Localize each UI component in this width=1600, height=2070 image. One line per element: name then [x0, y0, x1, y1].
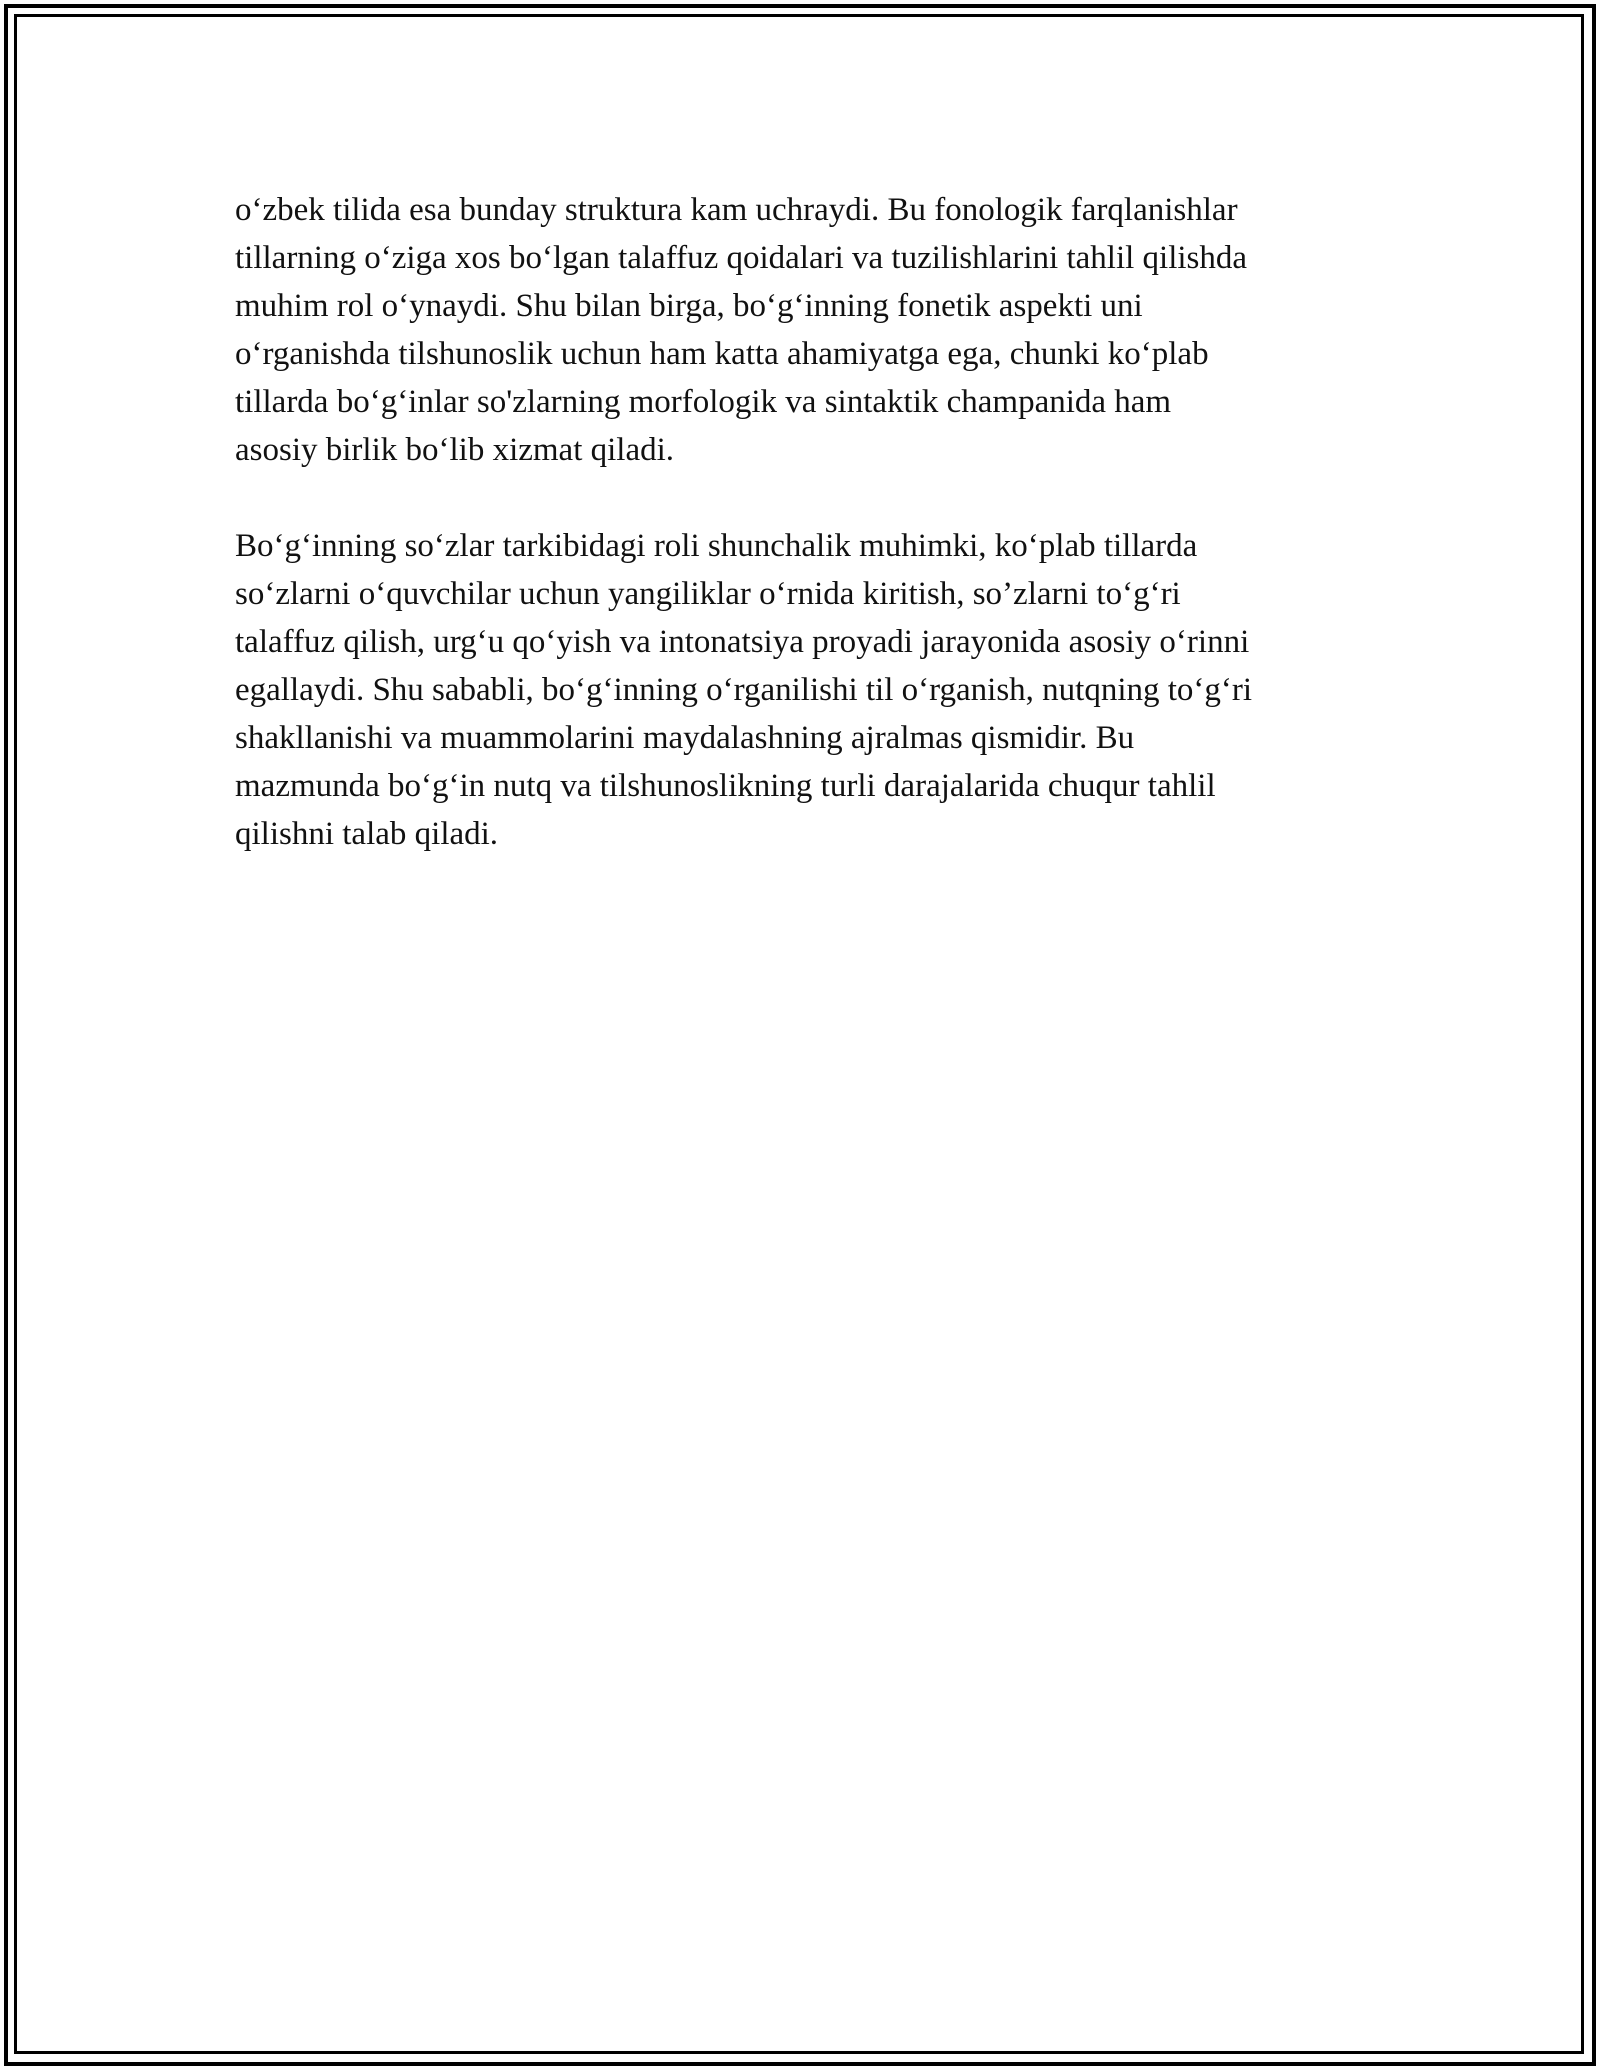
document-body: [235, 186, 1375, 858]
paragraph-1: [235, 186, 1375, 474]
text-line: qilishni talab qiladi.: [235, 816, 499, 852]
text-line: muhim rol o‘ynaydi. Shu bilan birga, bo‘g‘inning fonetik aspekti uni: [235, 288, 1143, 324]
text-line: talaffuz qilish, urg‘u qo‘yish va intonatsiya proyadi jarayonida asosiy o‘rinni: [235, 624, 1250, 660]
text-line: so‘zlarni o‘quvchilar uchun yangiliklar o‘rnida kiritish, so’zlarni to‘g‘ri: [235, 576, 1181, 612]
text-line: asosiy birlik bo‘lib xizmat qiladi.: [235, 432, 675, 468]
paragraph-2: [235, 522, 1375, 858]
text-line: tillarda bo‘g‘inlar so'zlarning morfologik va sintaktik champanida ham: [235, 384, 1172, 420]
text-line: Bo‘g‘inning so‘zlar tarkibidagi roli shunchalik muhimki, ko‘plab tillarda: [235, 528, 1198, 564]
text-line: tillarning o‘ziga xos bo‘lgan talaffuz qoidalari va tuzilishlarini tahlil qilishda: [235, 240, 1248, 276]
text-line: shakllanishi va muammolarini maydalashning ajralmas qismidir. Bu: [235, 720, 1135, 756]
text-line: o‘rganishda tilshunoslik uchun ham katta ahamiyatga ega, chunki ko‘plab: [235, 336, 1209, 372]
text-line: egallaydi. Shu sababli, bo‘g‘inning o‘rganilishi til o‘rganish, nutqning to‘g‘ri: [235, 672, 1253, 708]
text-line: mazmunda bo‘g‘in nutq va tilshunoslikning turli darajalarida chuqur tahlil: [235, 768, 1216, 804]
text-line: o‘zbek tilida esa bunday struktura kam uchraydi. Bu fonologik farqlanishlar: [235, 192, 1238, 228]
